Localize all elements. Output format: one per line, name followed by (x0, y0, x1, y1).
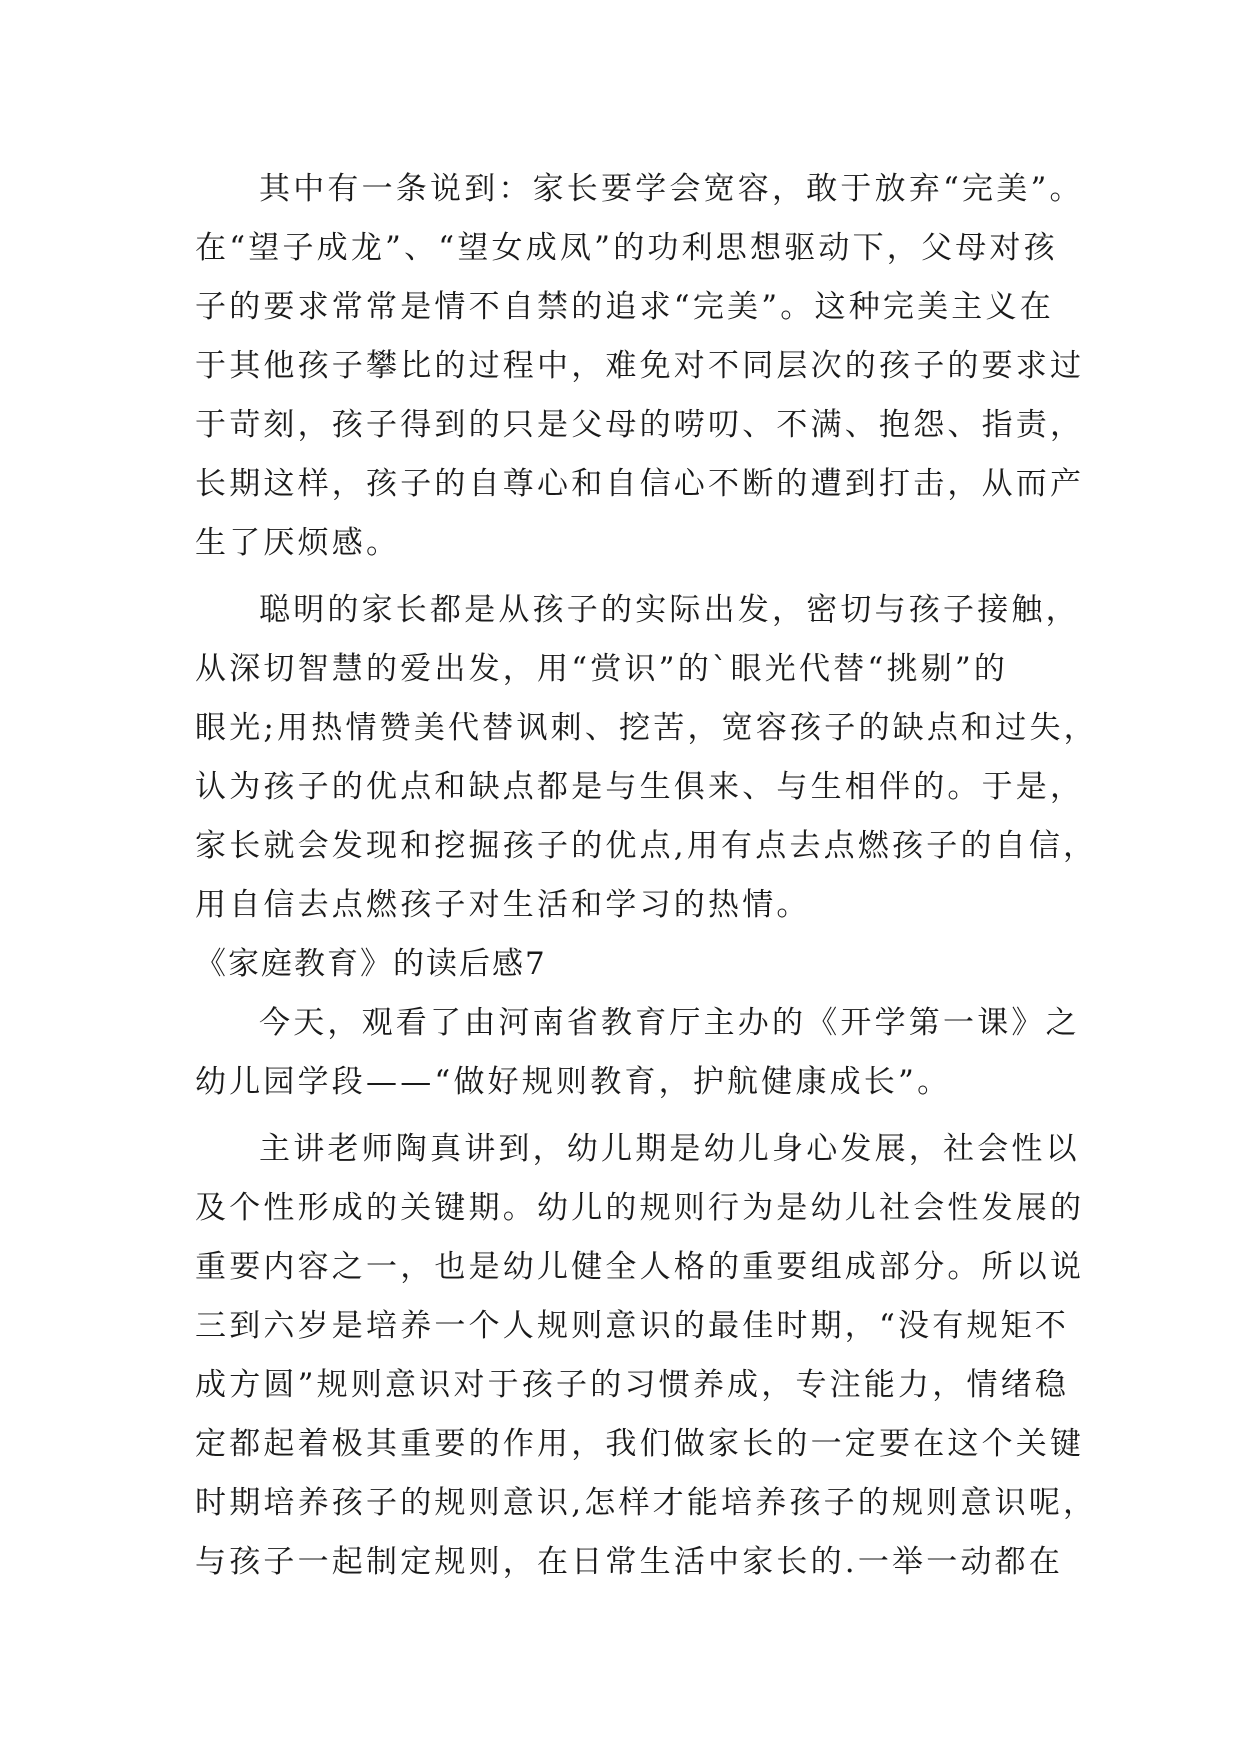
text-line: 三到六岁是培养一个人规则意识的最佳时期，“没有规矩不 (195, 1308, 1070, 1344)
text-line: 子的要求常常是情不自禁的追求“完美”。这种完美主义在 (195, 289, 1054, 325)
section-heading: 《家庭教育》的读后感7 (195, 946, 547, 982)
text-line: 长期这样，孩子的自尊心和自信心不断的遭到打击，从而产 (195, 466, 1085, 502)
text-line: 重要内容之一，也是幼儿健全人格的重要组成部分。所以说 (195, 1249, 1085, 1285)
text-line: 于其他孩子攀比的过程中，难免对不同层次的孩子的要求过 (195, 348, 1085, 384)
text-line: 生了厌烦感。 (195, 525, 401, 561)
document-body (195, 160, 1098, 1592)
text-line: 于苛刻，孩子得到的只是父母的唠叨、不满、抱怨、指责， (195, 407, 1085, 443)
text-line: 幼儿园学段——“做好规则教育，护航健康成长”。 (195, 1064, 952, 1100)
paragraph-1 (195, 160, 1085, 573)
paragraph-3 (195, 994, 1080, 1112)
paragraph-gap (195, 573, 1075, 581)
text-line: 认为孩子的优点和缺点都是与生俱来、与生相伴的。于是， (195, 769, 1085, 805)
text-line: 在“望子成龙”、“望女成凤”的功利思想驱动下，父母对孩 (195, 230, 1058, 266)
text-line: 与孩子一起制定规则，在日常生活中家长的.一举一动都在 (195, 1544, 1064, 1580)
text-line: 从深切智慧的爱出发，用“赏识”的`眼光代替“挑剔”的 (195, 651, 1009, 687)
paragraph-gap (195, 1112, 1075, 1120)
paragraph-4 (195, 1120, 1098, 1592)
text-line: 主讲老师陶真讲到，幼儿期是幼儿身心发展，社会性以 (259, 1131, 1080, 1167)
text-line: 聪明的家长都是从孩子的实际出发，密切与孩子接触， (259, 592, 1080, 628)
text-line: 定都起着极其重要的作用，我们做家长的一定要在这个关键 (195, 1426, 1085, 1462)
text-line: 今天，观看了由河南省教育厅主办的《开学第一课》之 (259, 1005, 1080, 1041)
text-line: 成方圆”规则意识对于孩子的习惯养成，专注能力，情绪稳 (195, 1367, 1070, 1403)
text-line: 家长就会发现和挖掘孩子的优点,用有点去点燃孩子的自信， (195, 828, 1098, 864)
text-line: 用自信去点燃孩子对生活和学习的热情。 (195, 887, 811, 923)
text-line: 时期培养孩子的规则意识,怎样才能培养孩子的规则意识呢， (195, 1485, 1098, 1521)
text-line: 及个性形成的关键期。幼儿的规则行为是幼儿社会性发展的 (195, 1190, 1085, 1226)
text-line: 其中有一条说到：家长要学会宽容，敢于放弃“完美”。 (259, 171, 1084, 207)
paragraph-2 (195, 581, 1098, 935)
text-line: 眼光;用热情赞美代替讽刺、挖苦，宽容孩子的缺点和过失， (195, 710, 1098, 746)
